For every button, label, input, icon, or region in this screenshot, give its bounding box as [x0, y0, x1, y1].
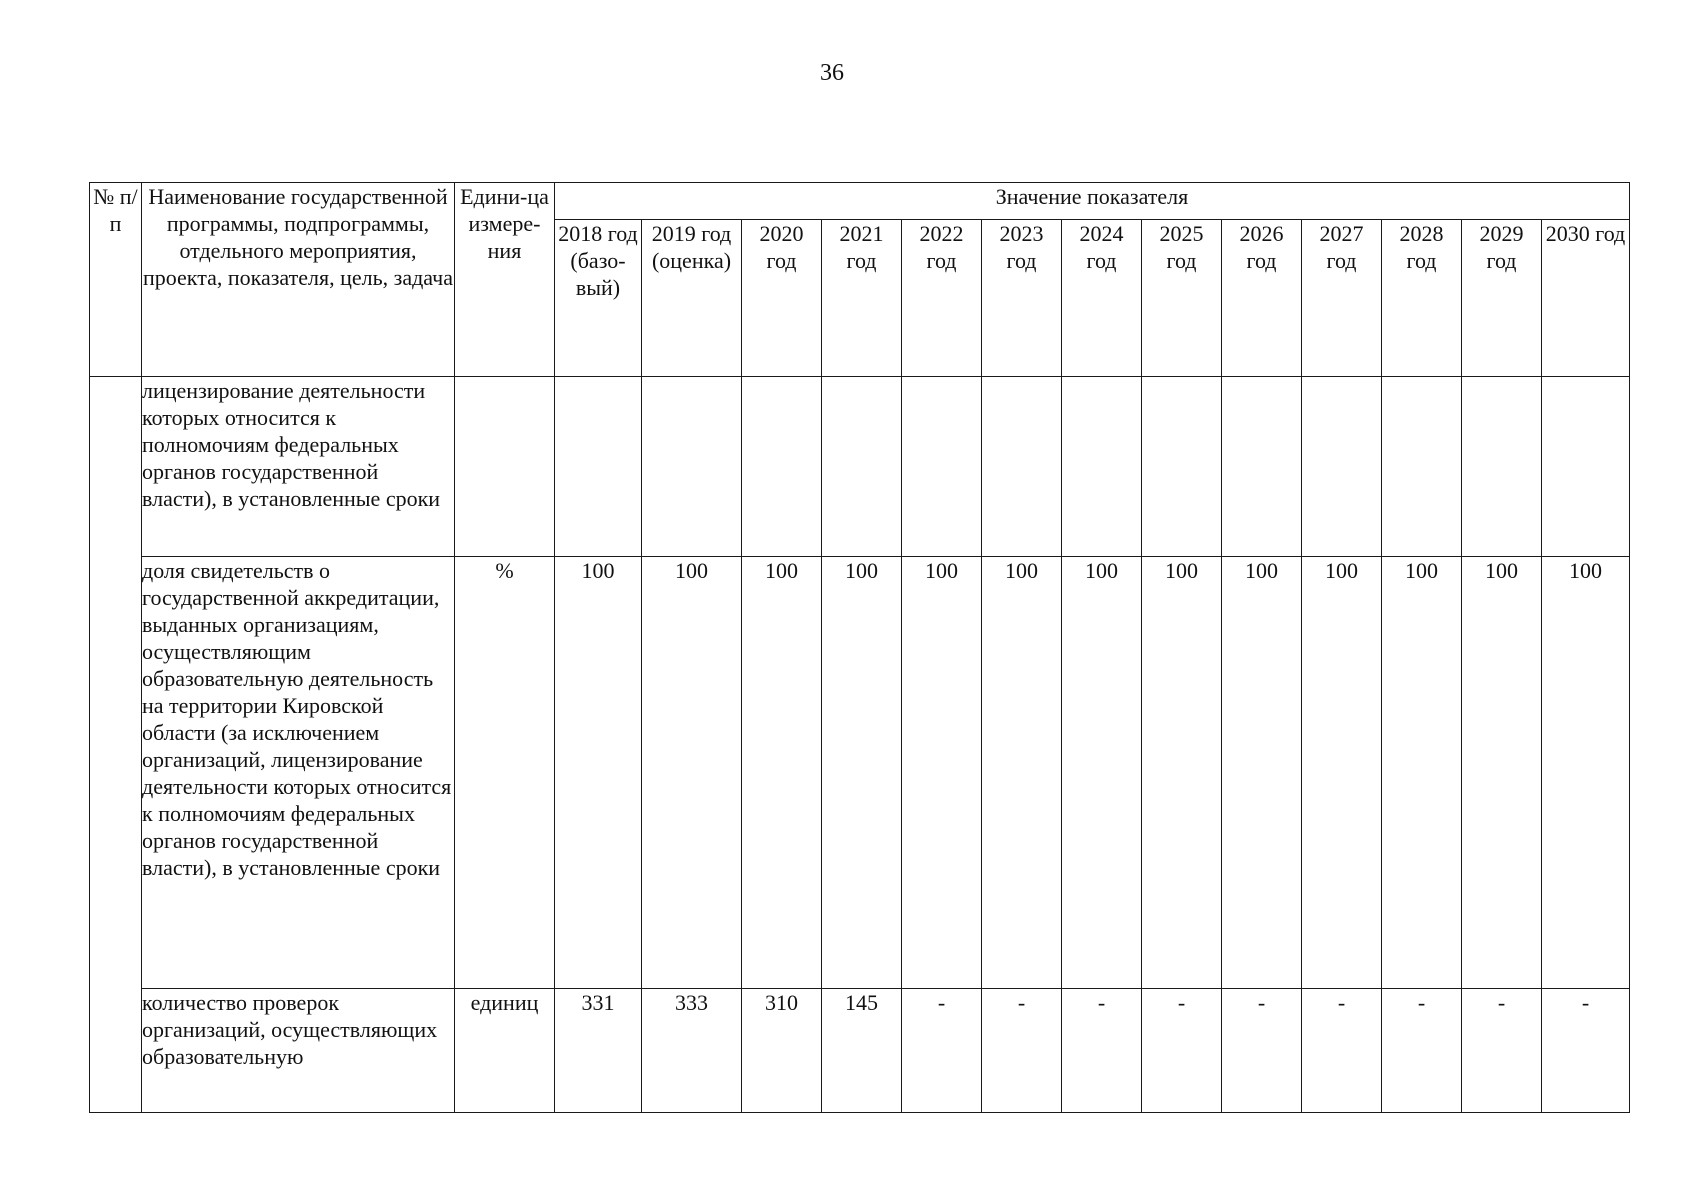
header-year: 2030 год	[1542, 220, 1630, 377]
header-year: 2024 год	[1062, 220, 1142, 377]
indicators-table	[89, 182, 1630, 1113]
row-name-cell: количество проверок организаций, осуществляющих образовательную	[142, 989, 455, 1113]
header-year: 2019 год (оценка)	[642, 220, 742, 377]
value-cell: -	[1062, 989, 1142, 1113]
value-cell: 100	[822, 557, 902, 989]
value-cell: 100	[1382, 557, 1462, 989]
value-cell: 331	[555, 989, 642, 1113]
value-cell: 333	[642, 989, 742, 1113]
header-year: 2029 год	[1462, 220, 1542, 377]
value-cell: 100	[902, 557, 982, 989]
value-cell	[742, 377, 822, 557]
header-num: № п/п	[90, 183, 142, 377]
value-cell: 100	[1222, 557, 1302, 989]
header-year: 2020 год	[742, 220, 822, 377]
value-cell: 100	[642, 557, 742, 989]
value-cell	[1062, 377, 1142, 557]
row-unit-cell	[455, 377, 555, 557]
value-cell: 100	[1462, 557, 1542, 989]
value-cell: -	[1222, 989, 1302, 1113]
value-cell: -	[1542, 989, 1630, 1113]
value-cell: 100	[1142, 557, 1222, 989]
row-num-cell	[90, 377, 142, 1113]
table-row	[90, 557, 1630, 989]
value-cell	[822, 377, 902, 557]
value-cell: 100	[1542, 557, 1630, 989]
header-year: 2023 год	[982, 220, 1062, 377]
header-unit: Едини-ца измере-ния	[455, 183, 555, 377]
value-cell	[1462, 377, 1542, 557]
value-cell	[642, 377, 742, 557]
table-row	[90, 377, 1630, 557]
header-year: 2018 год (базо-вый)	[555, 220, 642, 377]
value-cell	[1142, 377, 1222, 557]
value-cell	[1382, 377, 1462, 557]
header-year: 2021 год	[822, 220, 902, 377]
value-cell: 100	[1062, 557, 1142, 989]
value-cell	[1222, 377, 1302, 557]
header-year: 2026 год	[1222, 220, 1302, 377]
value-cell: -	[1382, 989, 1462, 1113]
value-cell: 100	[982, 557, 1062, 989]
table-body	[90, 377, 1630, 1113]
value-cell: 100	[1302, 557, 1382, 989]
value-cell	[982, 377, 1062, 557]
value-cell	[555, 377, 642, 557]
value-cell: -	[902, 989, 982, 1113]
table-header	[90, 183, 1630, 377]
value-cell: -	[1302, 989, 1382, 1113]
value-cell	[1542, 377, 1630, 557]
value-cell	[1302, 377, 1382, 557]
value-cell: -	[1142, 989, 1222, 1113]
value-cell: 100	[742, 557, 822, 989]
value-cell: -	[1462, 989, 1542, 1113]
row-name-cell: доля свидетельств о государственной аккредитации, выданных организациям, осуществляющим образовательную деятельность на территории Кировской области (за исключением организаций, лицензирование деятельности которых относится к полномочиям федеральных органов государственной власти), в установленные сроки	[142, 557, 455, 989]
value-cell: -	[982, 989, 1062, 1113]
header-year: 2027 год	[1302, 220, 1382, 377]
table-row	[90, 989, 1630, 1113]
header-year: 2028 год	[1382, 220, 1462, 377]
header-values-group: Значение показателя	[555, 183, 1630, 220]
header-year: 2025 год	[1142, 220, 1222, 377]
value-cell: 100	[555, 557, 642, 989]
header-name: Наименование государственной программы, подпрограммы, отдельного мероприятия, проекта, показателя, цель, задача	[142, 183, 455, 377]
header-year: 2022 год	[902, 220, 982, 377]
row-name-cell: лицензирование деятельности которых относится к полномочиям федеральных органов государственной власти), в установленные сроки	[142, 377, 455, 557]
value-cell: 145	[822, 989, 902, 1113]
value-cell	[902, 377, 982, 557]
value-cell: 310	[742, 989, 822, 1113]
page-number: 36	[820, 60, 844, 86]
row-unit-cell: единиц	[455, 989, 555, 1113]
row-unit-cell: %	[455, 557, 555, 989]
